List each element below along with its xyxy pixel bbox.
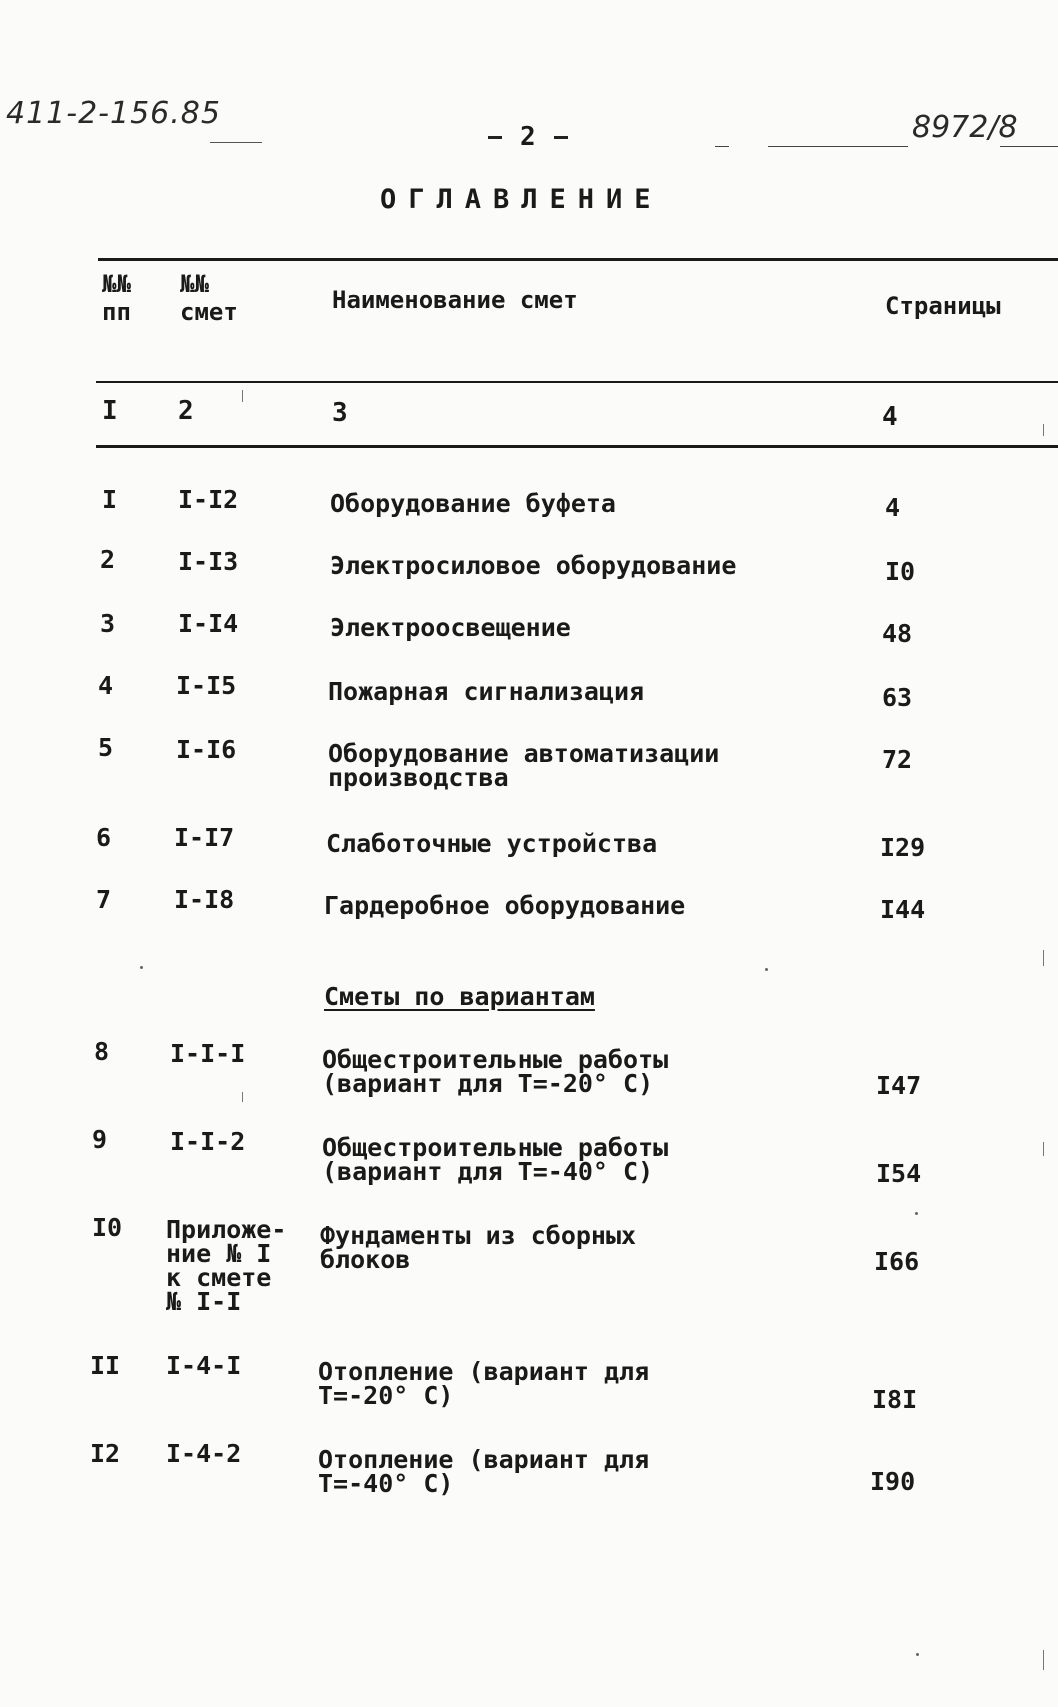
page-number-value: 2 [520, 122, 536, 152]
row-page: I90 [870, 1467, 916, 1496]
sheet-underline [1000, 146, 1058, 147]
row-name-line1: Отопление (вариант для [318, 1445, 650, 1474]
dash-left [488, 136, 502, 139]
header-col-num [102, 270, 131, 326]
row-name-line2: Т=-20° С) [318, 1381, 454, 1410]
row-code: I-I5 [176, 671, 237, 700]
row-name-line2: блоков [320, 1245, 411, 1274]
row-num: 7 [96, 885, 112, 914]
row-name: Электросиловое оборудование [330, 551, 737, 580]
variants-subheading: Сметы по вариантам [324, 982, 595, 1011]
scan-tick [242, 390, 243, 402]
row-code: I-I2 [178, 485, 239, 514]
dash-right [554, 136, 568, 139]
row-code-line3: к смете [166, 1263, 272, 1292]
row-code: I-I7 [174, 823, 235, 852]
row-name: Слаботочные устройства [326, 829, 658, 858]
row-code-line4: № I-I [166, 1287, 242, 1316]
row-name-line2: производства [328, 763, 509, 792]
page-number [470, 122, 586, 152]
scan-tick [1043, 1650, 1044, 1670]
row-code: I-I3 [178, 547, 239, 576]
scan-tick [1043, 1142, 1044, 1156]
row-page: I0 [885, 557, 916, 586]
row-code: I-I6 [176, 735, 237, 764]
row-code: I-I4 [178, 609, 239, 638]
header-bottom-rule [96, 381, 1058, 383]
header-col-pages: Страницы [885, 292, 1001, 320]
row-num: 8 [94, 1037, 110, 1066]
row-num: 4 [98, 671, 114, 700]
scan-speck [916, 1653, 919, 1656]
row-name: Оборудование буфета [330, 489, 616, 518]
row-name-line1: Общестроительные работы [322, 1133, 669, 1162]
scan-tick [1043, 424, 1044, 436]
scan-tick [1043, 950, 1044, 966]
row-name: Гардеробное оборудование [324, 891, 686, 920]
row-name-line2: (вариант для Т=-40° С) [322, 1157, 654, 1186]
row-code: I-I-I [170, 1039, 246, 1068]
colnum-bottom-rule [96, 445, 1058, 448]
row-name-line1: Общестроительные работы [322, 1045, 669, 1074]
row-page: I66 [874, 1247, 920, 1276]
row-num: I0 [92, 1213, 123, 1242]
column-number-3: 3 [332, 398, 348, 428]
row-num: 5 [98, 733, 114, 762]
row-code-line2: ние № I [166, 1239, 272, 1268]
row-code: I-I-2 [170, 1127, 246, 1156]
row-name-line1: Оборудование автоматизации [328, 739, 720, 768]
row-page: I47 [876, 1071, 922, 1100]
row-page: I29 [880, 833, 926, 862]
row-num: I [102, 485, 118, 514]
row-page: 72 [882, 745, 913, 774]
header-col-num-line2: пп [102, 298, 131, 326]
row-page: 63 [882, 683, 913, 712]
row-num: 3 [100, 609, 116, 638]
row-name-line2: Т=-40° С) [318, 1469, 454, 1498]
row-name: Электроосвещение [330, 613, 571, 642]
code-underline [210, 142, 262, 143]
column-number-4: 4 [882, 402, 898, 432]
scan-speck [915, 1212, 918, 1215]
row-page: 4 [885, 493, 901, 522]
table-top-rule [98, 258, 1058, 261]
row-page: 48 [882, 619, 913, 648]
row-code: I-I8 [174, 885, 235, 914]
row-code: I-4-2 [166, 1439, 242, 1468]
row-name-line2: (вариант для Т=-20° С) [322, 1069, 654, 1098]
row-name-line1: Фундаменты из сборных [320, 1221, 637, 1250]
header-col-code-line1: №№ [180, 270, 209, 298]
row-num: 9 [92, 1125, 108, 1154]
row-name-line1: Отопление (вариант для [318, 1357, 650, 1386]
row-name: Пожарная сигнализация [328, 677, 645, 706]
header-col-name: Наименование смет [332, 286, 578, 314]
header-col-num-line1: №№ [102, 270, 131, 298]
row-page: I44 [880, 895, 926, 924]
header-col-code [180, 270, 238, 326]
page-title: ОГЛАВЛЕНИЕ [380, 184, 663, 215]
row-num: 2 [100, 545, 116, 574]
scan-speck [765, 968, 768, 971]
row-num: 6 [96, 823, 112, 852]
document-code: 411-2-156.85 [6, 96, 221, 131]
row-page: I54 [876, 1159, 922, 1188]
row-code-line1: Приложе- [166, 1215, 287, 1244]
sheet-number: 8972/8 [912, 110, 1018, 145]
scan-tick [242, 1092, 243, 1102]
row-num: II [90, 1351, 121, 1380]
header-col-code-line2: смет [180, 298, 238, 326]
row-code: I-4-I [166, 1351, 242, 1380]
leader-dash [715, 146, 729, 147]
column-number-2: 2 [178, 396, 194, 426]
column-number-1: I [102, 396, 118, 426]
row-page: I8I [872, 1385, 918, 1414]
leader-line [768, 146, 908, 147]
scan-speck [140, 966, 143, 969]
row-num: I2 [90, 1439, 121, 1468]
